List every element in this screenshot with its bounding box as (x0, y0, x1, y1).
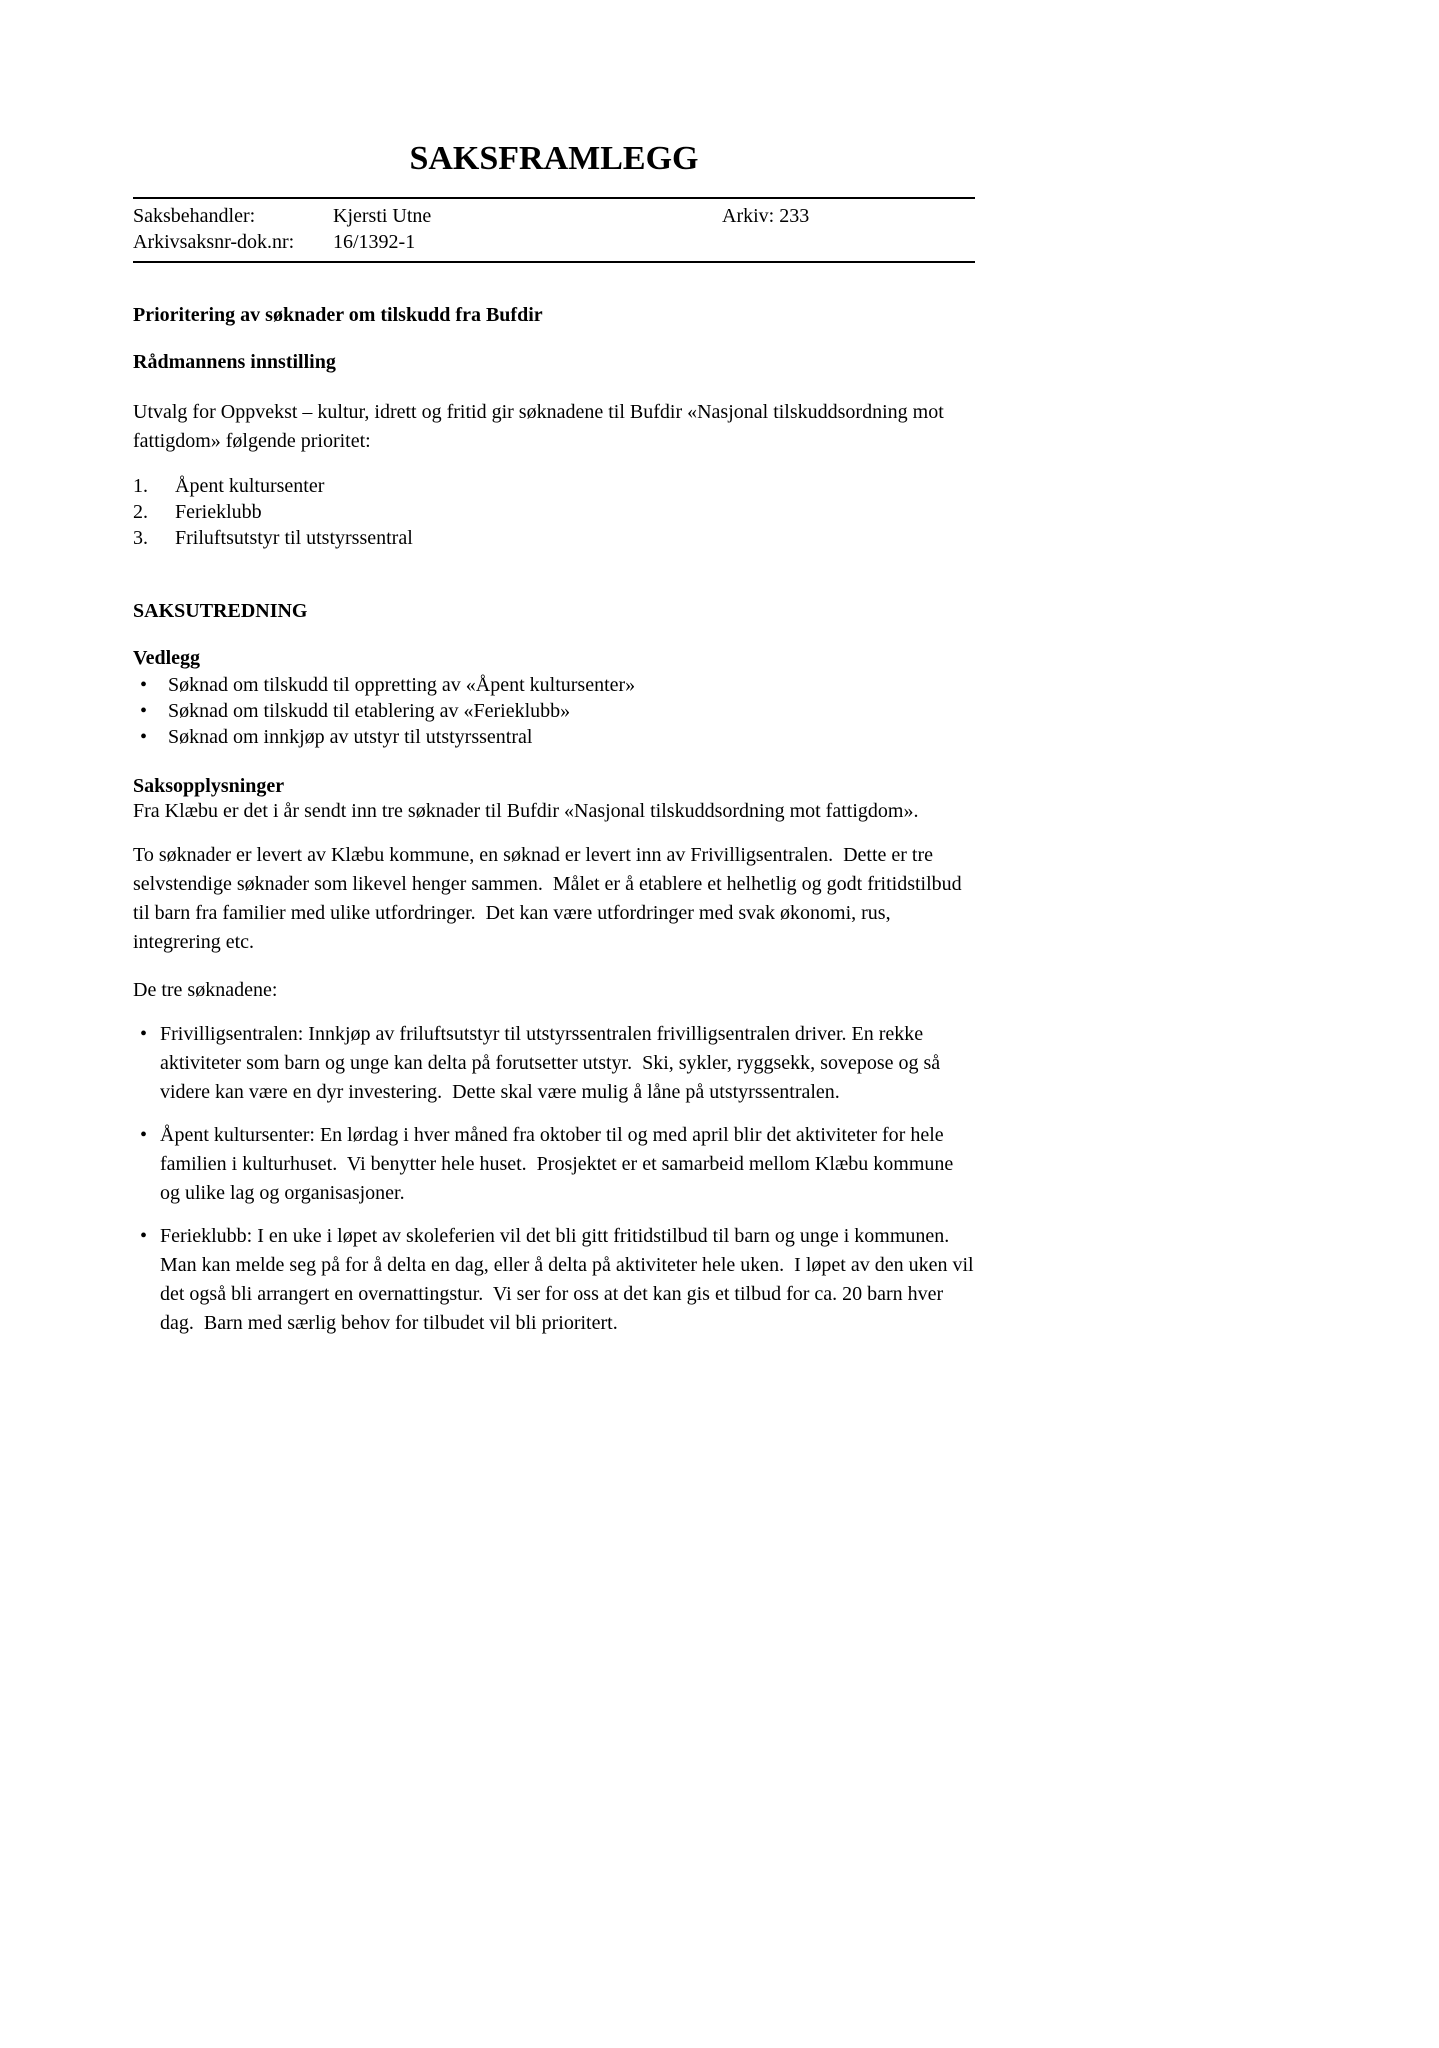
bullet-icon: • (140, 674, 148, 696)
vedlegg-item (133, 672, 975, 698)
vedlegg-item (133, 724, 975, 750)
metadata-row-saksbehandler (133, 203, 975, 229)
saksopplysninger-paragraph-2: To søknader er levert av Klæbu kommune, en søknad er levert inn av Frivilligsentralen. Dette er tre selvstendige søknader som likevel henger sammen. Målet er å etablere et helhetlig og godt fritidstilbud til barn fra familier med ulike utfordringer. Det kan være utfordringer med svak økonomi, rus, integrering etc. (133, 844, 967, 953)
application-text: Ferieklubb: I en uke i løpet av skoleferien vil det bli gitt fritidstilbud til barn og unge i kommunen. Man kan melde seg på for å delta en dag, eller å delta på aktiviteter hele uken. I løpet av den uken vil det også bli arrangert en overnattingstur. Vi ser for oss at det kan gis et tilbud for ca. 20 barn hver dag. Barn med særlig behov for tilbudet vil bli prioritert. (160, 1225, 979, 1334)
priority-text: Ferieklubb (175, 501, 262, 523)
saksopplysninger-paragraph-1: Fra Klæbu er det i år sendt inn tre søknader til Bufdir «Nasjonal tilskuddsordning mot fattigdom». (133, 800, 919, 822)
saksopplysninger-paragraph-3: De tre søknadene: (133, 979, 278, 1001)
priority-number: 3. (133, 527, 148, 549)
saksopplysninger-heading: Saksopplysninger (133, 775, 285, 797)
document-content (133, 0, 979, 1338)
metadata-right-empty (722, 229, 975, 255)
metadata-row-arkivsaksnr (133, 229, 975, 255)
vedlegg-list (133, 672, 975, 750)
saksbehandler-value: Kjersti Utne (333, 205, 432, 227)
saksutredning-heading: SAKSUTREDNING (133, 600, 308, 622)
priority-number: 2. (133, 501, 148, 523)
metadata-table (133, 197, 975, 263)
bullet-icon: • (140, 726, 148, 748)
priority-list (133, 473, 975, 551)
vedlegg-heading: Vedlegg (133, 647, 201, 669)
bullet-icon: • (140, 1124, 148, 1146)
subject-heading: Prioritering av søknader om tilskudd fra Bufdir (133, 304, 543, 326)
innstilling-heading: Rådmannens innstilling (133, 351, 336, 373)
priority-text: Åpent kultursenter (175, 475, 325, 497)
arkivsaksnr-value: 16/1392-1 (333, 231, 416, 253)
priority-number: 1. (133, 475, 148, 497)
priority-text: Friluftsutstyr til utstyrssentral (175, 527, 413, 549)
saksbehandler-label: Saksbehandler: (133, 205, 256, 227)
bullet-icon: • (140, 1225, 148, 1247)
application-item (133, 1020, 975, 1107)
bullet-icon: • (140, 700, 148, 722)
application-text: Åpent kultursenter: En lørdag i hver måned fra oktober til og med april blir det aktiviteter for hele familien i kulturhuset. Vi benytter hele huset. Prosjektet er et samarbeid mellom Klæbu kommune og ulike lag og organisasjoner. (160, 1124, 959, 1204)
vedlegg-text: Søknad om innkjøp av utstyr til utstyrssentral (168, 726, 533, 748)
innstilling-intro-paragraph: Utvalg for Oppvekst – kultur, idrett og fritid gir søknadene til Bufdir «Nasjonal tilskuddsordning mot fattigdom» følgende prioritet: (133, 401, 949, 452)
priority-item (133, 473, 975, 499)
application-item (133, 1121, 975, 1208)
bullet-icon: • (140, 1023, 148, 1045)
application-text: Frivilligsentralen: Innkjøp av friluftsutstyr til utstyrssentralen frivilligsentralen driver. En rekke aktiviteter som barn og unge kan delta på forutsetter utstyr. Ski, sykler, ryggsekk, sovepose og så videre kan være en dyr investering. Dette skal være mulig å låne på utstyrssentralen. (160, 1023, 946, 1103)
application-item (133, 1222, 979, 1338)
arkiv-value: Arkiv: 233 (722, 205, 810, 227)
vedlegg-text: Søknad om tilskudd til oppretting av «Åpent kultursenter» (168, 674, 636, 696)
vedlegg-item (133, 698, 975, 724)
document-title: SAKSFRAMLEGG (409, 140, 699, 177)
application-list (133, 1020, 979, 1338)
priority-item (133, 525, 975, 551)
priority-item (133, 499, 975, 525)
vedlegg-text: Søknad om tilskudd til etablering av «Ferieklubb» (168, 700, 571, 722)
arkivsaksnr-label: Arkivsaksnr-dok.nr: (133, 231, 295, 253)
